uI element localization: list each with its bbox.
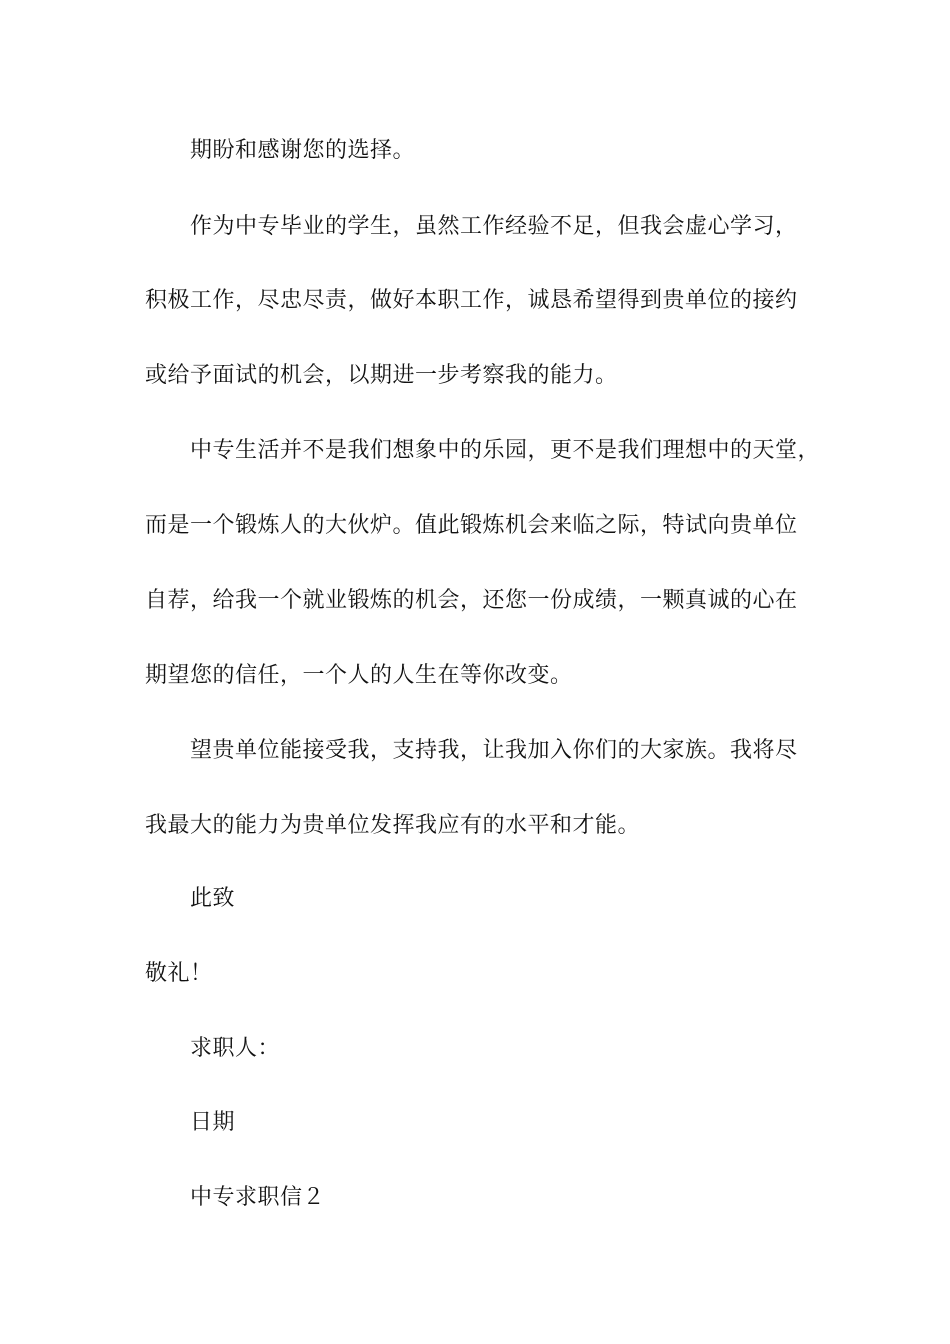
paragraph-line: 中专生活并不是我们想象中的乐园，更不是我们理想中的天堂， <box>190 438 821 463</box>
paragraph-line: 期盼和感谢您的选择。 <box>190 138 416 163</box>
paragraph-line: 作为中专毕业的学生，虽然工作经验不足，但我会虚心学习， <box>190 214 798 239</box>
applicant-label: 求职人： <box>190 1036 281 1061</box>
paragraph-line: 我最大的能力为贵单位发挥我应有的水平和才能。 <box>145 813 641 838</box>
date-label: 日期 <box>190 1110 236 1135</box>
paragraph-line: 或给予面试的机会，以期进一步考察我的能力。 <box>145 363 618 388</box>
paragraph-line: 而是一个锻炼人的大伙炉。值此锻炼机会来临之际，特试向贵单位 <box>145 513 798 538</box>
paragraph-line: 期望您的信任，一个人的人生在等你改变。 <box>145 663 573 688</box>
paragraph-line: 望贵单位能接受我，支持我，让我加入你们的大家族。我将尽 <box>190 738 798 763</box>
closing-regards: 敬礼！ <box>145 961 213 986</box>
closing-salutation: 此致 <box>190 886 236 911</box>
section-title: 中专求职信２ <box>190 1185 326 1210</box>
paragraph-line: 积极工作，尽忠尽责，做好本职工作，诚恳希望得到贵单位的接约 <box>145 288 798 313</box>
paragraph-line: 自荐，给我一个就业锻炼的机会，还您一份成绩，一颗真诚的心在 <box>145 588 798 613</box>
